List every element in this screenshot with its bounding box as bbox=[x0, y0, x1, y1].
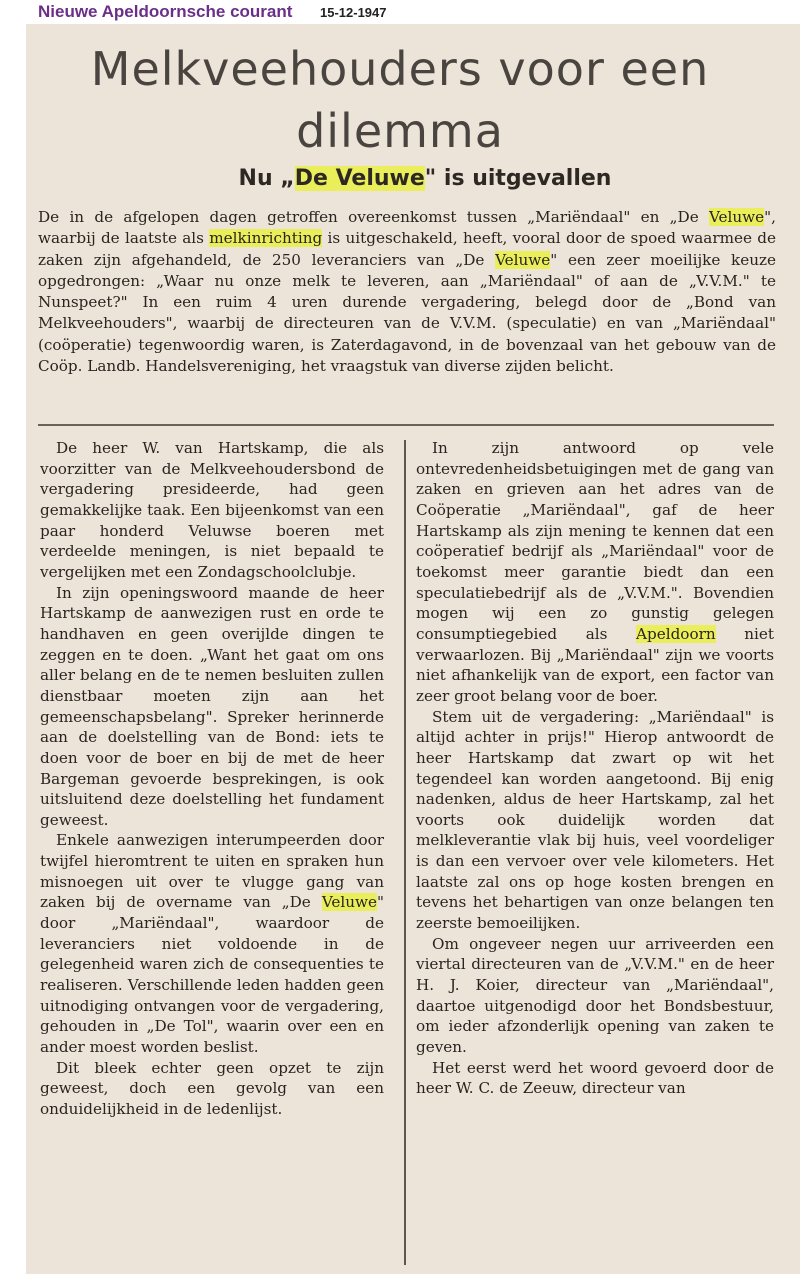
intro-text: " een zeer moeilijke keuze opgedrongen: „Waar nu onze melk te leveren, aan „Mariëndaal" of aan de „V.V.M." te Nunspeet?" In een ruim 4 uren durende vergadering, belegd door de „Bond van Melkveehouders", waarbij de directeuren van de V.V.M. (speculatie) en van „Mariëndaal" (coöperatie) tegenwoordig waren, is Zaterdagavond, in de bovenzaal van het gebouw van de Coöp. Landb. Handelsvereniging, het vraagstuk van diverse zijden belicht. bbox=[38, 250, 776, 376]
search-highlight: Veluwe bbox=[321, 893, 377, 912]
intro-text: De in de afgelopen dagen getroffen overeenkomst tussen „Mariëndaal" en „De bbox=[38, 208, 709, 226]
paragraph: Het eerst werd het woord gevoerd door de heer W. C. de Zeeuw, directeur van bbox=[416, 1058, 774, 1098]
paragraph: Om ongeveer negen uur arriveerden een viertal directeuren van de „V.V.M." en de heer H. J. Koier, directeur van „Mariëndaal", daartoe uitgenodigd door het Bondsbestuur, om ieder afzonderlijk opening van zaken te geven. bbox=[416, 934, 774, 1057]
headline-line-2: dilemma bbox=[296, 104, 504, 158]
horizontal-rule bbox=[38, 424, 774, 426]
headline-line-1: Melkveehouders voor een bbox=[90, 42, 710, 96]
paragraph: In zijn openingswoord maande de heer Hartskamp de aanwezigen rust en orde te handhaven en geen overijlde dingen te zeggen en te doen. „Want het gaat om ons aller belang en de te nemen besluiten zullen dienstbaar moeten zijn aan het gemeenschapsbelang". Spreker herinnerde aan de doelstelling van de Bond: iets te doen voor de boer en bij de met de heer Bargeman gevoerde besprekingen, is ook uitsluitend deze doelstelling het fundament geweest. bbox=[40, 583, 384, 829]
publication-title: Nieuwe Apeldoornsche courant bbox=[38, 2, 293, 21]
intro-text: ", waarbij de laatste als bbox=[38, 208, 776, 248]
paragraph-text: niet verwaarlozen. Bij „Mariëndaal" zijn we voorts niet afhankelijk van de export, een factor van zeer groot belang voor de boer. bbox=[416, 624, 774, 705]
lead-paragraph bbox=[38, 207, 776, 377]
paragraph bbox=[40, 830, 384, 1057]
subheadline-post: " is uitgevallen bbox=[424, 166, 612, 191]
column-divider bbox=[404, 440, 406, 1265]
headline bbox=[40, 38, 760, 162]
paragraph-text: Enkele aanwezigen interumpeerden door twijfel hieromtrent te uiten en spraken hun misnoegen uit over te vlugge gang van zaken bij de overname van „De bbox=[40, 831, 384, 912]
right-column bbox=[416, 438, 774, 1099]
left-column bbox=[40, 438, 384, 1120]
paragraph: Stem uit de vergadering: „Mariëndaal" is altijd achter in prijs!" Hierop antwoordt de heer Hartskamp dat zwart op wit het tegendeel kan worden aangetoond. Bij enig nadenken, aldus de heer Hartskamp, zal het voorts ook duidelijk worden dat melkleverantie vlak bij huis, veel voordeliger is dan een vervoer over vele kilometers. Het laatste zal ons op hoge kosten brengen en tevens het behartigen van onze belangen ten zeerste bemoeilijken. bbox=[416, 707, 774, 933]
search-highlight: melkinrichting bbox=[209, 229, 323, 248]
publication-date: 15-12-1947 bbox=[320, 5, 387, 20]
subheadline bbox=[40, 166, 800, 191]
source-bar bbox=[0, 0, 800, 24]
scan-margin bbox=[0, 24, 26, 1274]
intro-text: is uitgeschakeld, heeft, vooral door de spoed waarmee de zaken zijn afgehandeld, de 250 leveranciers van „De bbox=[38, 229, 776, 269]
subheadline-pre: Nu „ bbox=[238, 166, 295, 191]
search-highlight: De Veluwe bbox=[294, 166, 425, 191]
paragraph: De heer W. van Hartskamp, die als voorzitter van de Melkveehoudersbond de vergadering presideerde, had geen gemakkelijke taak. Een bijeenkomst van een paar honderd Veluwse boeren met verdeelde meningen, is niet bepaald te vergelijken met een Zondagschoolclubje. bbox=[40, 439, 384, 581]
search-highlight: Veluwe bbox=[495, 250, 551, 269]
paragraph-text: In zijn antwoord op vele ontevredenheidsbetuigingen met de gang van zaken en grieven aan het adres van de Coöperatie „Mariëndaal", gaf de heer Hartskamp als zijn mening te kennen dat een coöperatief bedrijf als „Mariëndaal" voor de toekomst meer garantie biedt dan een speculatiebedrijf als de „V.V.M.". Bovendien mogen wij een zo gunstig gelegen consumptiegebied als bbox=[416, 439, 774, 643]
search-highlight: Apeldoorn bbox=[636, 624, 716, 643]
paragraph bbox=[416, 438, 774, 707]
search-highlight: Veluwe bbox=[708, 208, 765, 226]
paragraph: Dit bleek echter geen opzet te zijn geweest, doch een gevolg van een onduidelijkheid in de ledenlijst. bbox=[40, 1058, 384, 1118]
paragraph-text: " door „Mariëndaal", waardoor de leveranciers niet voldoende in de gelegenheid waren zich de consequenties te realiseren. Verschillende leden hadden geen uitnodiging ontvangen voor de vergadering, gehouden in „De Tol", waarin over een en ander moest worden beslist. bbox=[40, 893, 384, 1057]
